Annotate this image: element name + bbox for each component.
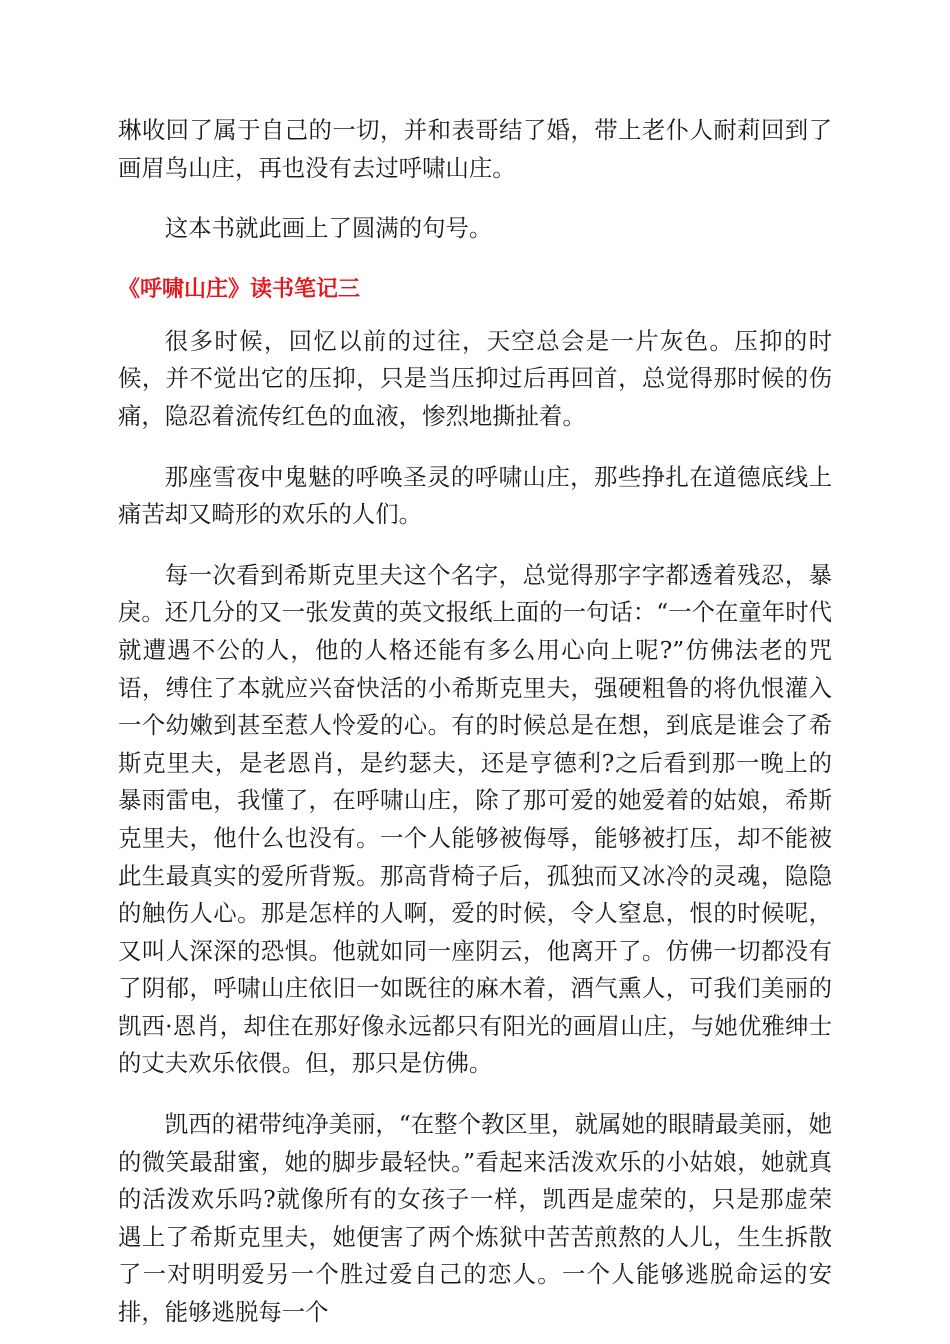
paragraph-body-1: 很多时候，回忆以前的过往，天空总会是一片灰色。压抑的时候，并不觉出它的压抑，只是当压抑过后再回首，总觉得那时候的伤痛，隐忍着流传红色的血液，惨烈地撕扯着。 xyxy=(118,326,832,430)
paragraph-continued: 琳收回了属于自己的一切，并和表哥结了婚，带上老仆人耐莉回到了画眉鸟山庄，再也没有去过呼啸山庄。 xyxy=(118,116,832,182)
paragraph-body-4: 凯西的裙带纯净美丽，“在整个教区里，就属她的眼睛最美丽，她的微笑最甜蜜，她的脚步最轻快。”看起来活泼欢乐的小姑娘，她就真的活泼欢乐吗?就像所有的女孩子一样，凯西是虚荣的，只是那虚荣遇上了希斯克里夫，她便害了两个炼狱中苦苦煎熬的人儿，生生拆散了一对明明爱另一个胜过爱自己的恋人。一个人能够逃脱命运的安排，能够逃脱每一个 xyxy=(118,1110,832,1327)
paragraph-body-3: 每一次看到希斯克里夫这个名字，总觉得那字字都透着残忍，暴戾。还几分的又一张发黄的英文报纸上面的一句话：“一个在童年时代就遭遇不公的人，他的人格还能有多么用心向上呢?”仿佛法老的咒语，缚住了本就应兴奋快活的小希斯克里夫，强硬粗鲁的将仇恨灌入一个幼嫩到甚至惹人怜爱的心。有的时候总是在想，到底是谁会了希斯克里夫，是老恩肖，是约瑟夫，还是亨德利?之后看到那一晚上的暴雨雷电，我懂了，在呼啸山庄，除了那可爱的她爱着的姑娘，希斯克里夫，他什么也没有。一个人能够被侮辱，能够被打压，却不能被此生最真实的爱所背叛。那高背椅子后，孤独而又冰冷的灵魂，隐隐的触伤人心。那是怎样的人啊，爱的时候，令人窒息，恨的时候呢，又叫人深深的恐惧。他就如同一座阴云，他离开了。仿佛一切都没有了阴郁，呼啸山庄依旧一如既往的麻木着，酒气熏人，可我们美丽的凯西·恩肖，却住在那好像永远都只有阳光的画眉山庄，与她优雅绅士的丈夫欢乐依偎。但，那只是仿佛。 xyxy=(118,560,832,1078)
section-heading: 《呼啸山庄》读书笔记三 xyxy=(118,276,361,302)
paragraph-body-2: 那座雪夜中鬼魅的呼唤圣灵的呼啸山庄，那些挣扎在道德底线上痛苦却又畸形的欢乐的人们。 xyxy=(118,462,832,529)
paragraph-conclusion: 这本书就此画上了圆满的句号。 xyxy=(164,214,493,243)
